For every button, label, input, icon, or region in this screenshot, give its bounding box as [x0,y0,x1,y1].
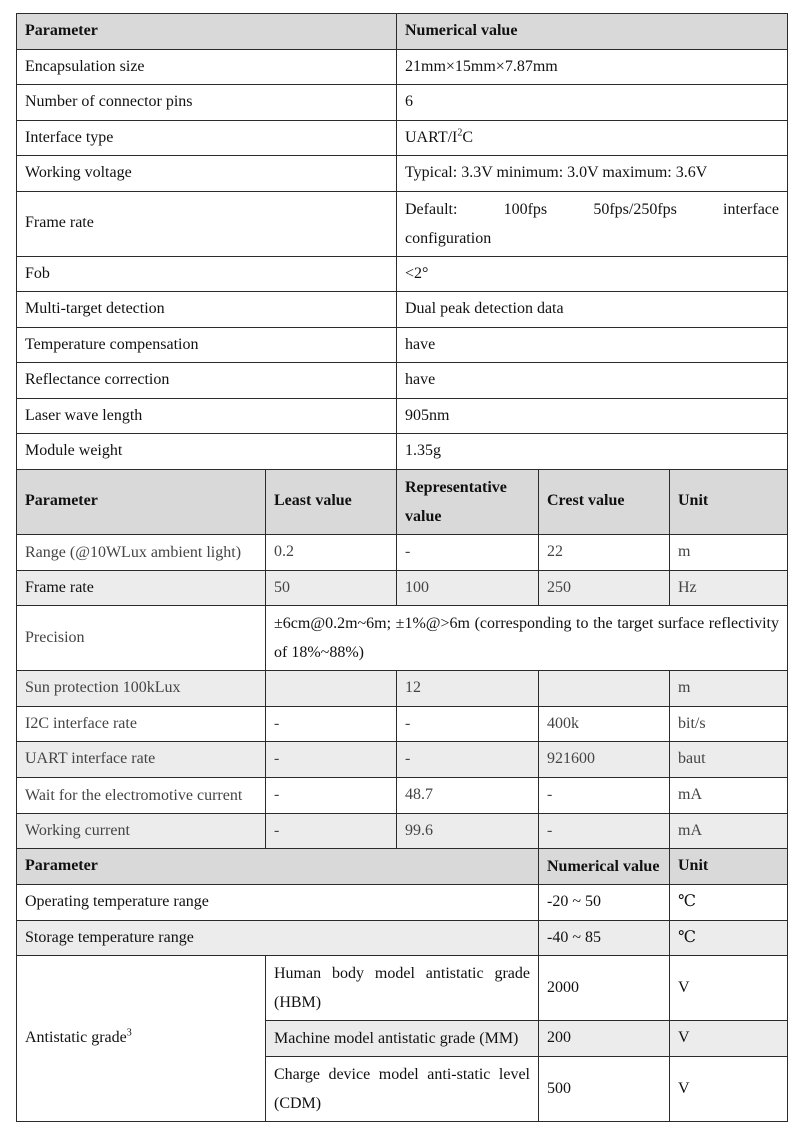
table-row [17,398,788,434]
row-label: Frame rate [17,191,397,256]
antistatic-value: 200 [539,1021,670,1057]
crest-value: - [539,813,670,849]
row-label: Precision [17,606,266,671]
row-label: UART interface rate [17,742,266,778]
row-label: Working current [17,813,266,849]
row-label: Temperature compensation [17,327,397,363]
crest-value: 22 [539,534,670,570]
table-row [17,191,788,256]
table-row [17,606,788,671]
least-value: 50 [266,570,397,606]
antistatic-value: 500 [539,1057,670,1122]
crest-value: 250 [539,570,670,606]
row-value: -20 ~ 50 [539,885,670,921]
header-parameter: Parameter [17,469,266,534]
row-value: 6 [397,85,788,121]
row-value: UART/$I^2C$ [397,120,788,156]
table-row [17,156,788,192]
row-label: Storage temperature range [17,920,539,956]
table-row [17,742,788,778]
representative-value: - [397,742,539,778]
unit: bit/s [670,706,788,742]
header-numerical-value: Numerical value [397,14,788,50]
representative-value: 100 [397,570,539,606]
row-unit: ℃ [670,920,788,956]
row-label: Frame rate [17,570,266,606]
representative-value: - [397,534,539,570]
row-label: Number of connector pins [17,85,397,121]
table-row [17,534,788,570]
row-label: Range (@10WLux ambient light) [17,534,266,570]
header-parameter: Parameter [17,849,539,885]
representative-value: - [397,706,539,742]
precision-value: ±6cm@0.2m~6m; ±1%@>6m (corresponding to the target surface reflectivity of 18%~88%) [266,606,788,671]
table-row [17,120,788,156]
table-row [17,256,788,292]
unit: mA [670,813,788,849]
row-value: 905nm [397,398,788,434]
header-parameter: Parameter [17,14,397,50]
row-unit: ℃ [670,885,788,921]
table-row [17,956,788,1021]
crest-value: - [539,777,670,813]
antistatic-unit: V [670,1021,788,1057]
header-least-value: Least value [266,469,397,534]
table-row [17,777,788,813]
row-label: Fob [17,256,397,292]
row-value: 1.35g [397,434,788,470]
least-value: - [266,742,397,778]
row-label: Working voltage [17,156,397,192]
antistatic-model: Human body model antistatic grade (HBM) [266,956,539,1021]
table-row [17,671,788,707]
row-label: Interface type [17,120,397,156]
spec-table [16,13,788,1122]
row-value: have [397,327,788,363]
row-label: Operating temperature range [17,885,539,921]
row-label: Wait for the electromotive current [17,777,266,813]
representative-value: 12 [397,671,539,707]
row-value: -40 ~ 85 [539,920,670,956]
header-unit: Unit [670,469,788,534]
row-label: Sun protection 100kLux [17,671,266,707]
row-value: Default: 100fps 50fps/250fps interface configuration [397,191,788,256]
row-label: Reflectance correction [17,363,397,399]
row-label: I2C interface rate [17,706,266,742]
table-row [17,434,788,470]
header-unit: Unit [670,849,788,885]
least-value [266,671,397,707]
least-value: - [266,777,397,813]
header-crest-value: Crest value [539,469,670,534]
row-label: Multi-target detection [17,292,397,328]
representative-value: 48.7 [397,777,539,813]
crest-value [539,671,670,707]
unit: baut [670,742,788,778]
table-row [17,292,788,328]
antistatic-unit: V [670,1057,788,1122]
header-representative-value: Representative value [397,469,539,534]
unit: Hz [670,570,788,606]
row-value: have [397,363,788,399]
antistatic-model: Machine model antistatic grade (MM) [266,1021,539,1057]
unit: m [670,534,788,570]
table-row [17,706,788,742]
row-label: Encapsulation size [17,49,397,85]
table-row [17,570,788,606]
least-value: - [266,706,397,742]
table-row [17,363,788,399]
least-value: 0.2 [266,534,397,570]
representative-value: 99.6 [397,813,539,849]
antistatic-unit: V [670,956,788,1021]
table-row [17,885,788,921]
crest-value: 400k [539,706,670,742]
table-row [17,327,788,363]
table-row [17,85,788,121]
unit: m [670,671,788,707]
row-value: Dual peak detection data [397,292,788,328]
least-value: - [266,813,397,849]
section2-header [17,469,788,534]
table-row [17,813,788,849]
table-row [17,49,788,85]
unit: mA [670,777,788,813]
antistatic-value: 2000 [539,956,670,1021]
row-value: 21mm×15mm×7.87mm [397,49,788,85]
row-label: Module weight [17,434,397,470]
section1-header [17,14,788,50]
antistatic-label: Antistatic grade$^3$ [17,956,266,1122]
row-value: <2° [397,256,788,292]
antistatic-model: Charge device model anti-static level (CDM) [266,1057,539,1122]
section3-header [17,849,788,885]
row-value: Typical: 3.3V minimum: 3.0V maximum: 3.6V [397,156,788,192]
crest-value: 921600 [539,742,670,778]
table-row [17,920,788,956]
header-numerical-value: Numerical value [539,849,670,885]
row-label: Laser wave length [17,398,397,434]
